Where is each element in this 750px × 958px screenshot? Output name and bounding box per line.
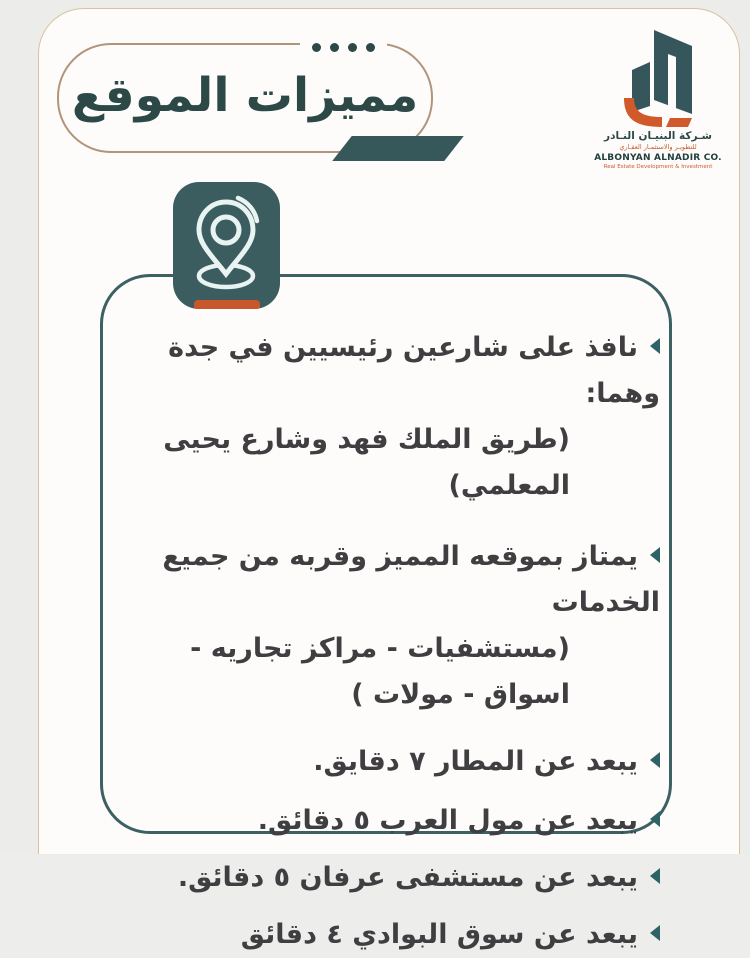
list-item <box>112 912 660 958</box>
features-list <box>112 325 660 958</box>
logo-tagline-english: Real Estate Development & Investment <box>603 164 713 170</box>
feature-text: يبعد عن مستشفى عرفان ٥ دقائق. <box>177 862 638 893</box>
logo-name-arabic: شـركة البنيـان النـادر <box>604 130 712 142</box>
list-item <box>112 534 660 718</box>
list-item <box>112 855 660 901</box>
decorative-dots <box>300 38 387 56</box>
logo-tagline-arabic: للتطويـر والاستثمـار العقـاري <box>619 143 697 151</box>
page-title: مميزات الموقع <box>71 67 419 123</box>
list-item <box>112 325 660 509</box>
list-item <box>112 798 660 844</box>
bullet-triangle-icon <box>650 868 660 884</box>
feature-text: يبعد عن سوق البوادي ٤ دقائق <box>240 919 638 950</box>
bullet-triangle-icon <box>650 925 660 941</box>
building-logo-icon <box>610 26 706 128</box>
dot-icon <box>348 43 357 52</box>
feature-text-line2: (مستشفيات - مراكز تجاريه - اسواق - مولات ) <box>190 633 570 710</box>
dot-icon <box>330 43 339 52</box>
dot-icon <box>366 43 375 52</box>
feature-text: يبعد عن المطار ٧ دقايق. <box>313 746 638 777</box>
feature-text: يمتاز بموقعه المميز وقربه من جميع الخدمات <box>162 541 660 618</box>
decorative-parallelogram <box>332 136 464 161</box>
location-pin-icon <box>181 188 272 298</box>
bullet-triangle-icon <box>650 811 660 827</box>
location-pin-badge <box>173 182 280 309</box>
bullet-triangle-icon <box>650 547 660 563</box>
logo-name-english: ALBONYAN ALNADIR CO. <box>594 153 722 163</box>
bullet-triangle-icon <box>650 752 660 768</box>
company-logo <box>588 26 728 170</box>
feature-text: يبعد عن مول العرب ٥ دقائق. <box>257 805 638 836</box>
bullet-triangle-icon <box>650 338 660 354</box>
list-item <box>112 739 660 785</box>
pin-badge-accent-bar <box>194 300 260 309</box>
feature-text: نافذ على شارعين رئيسيين في جدة وهما: <box>168 332 660 409</box>
feature-text-line2: (طريق الملك فهد وشارع يحيى المعلمي) <box>163 424 570 501</box>
dot-icon <box>312 43 321 52</box>
